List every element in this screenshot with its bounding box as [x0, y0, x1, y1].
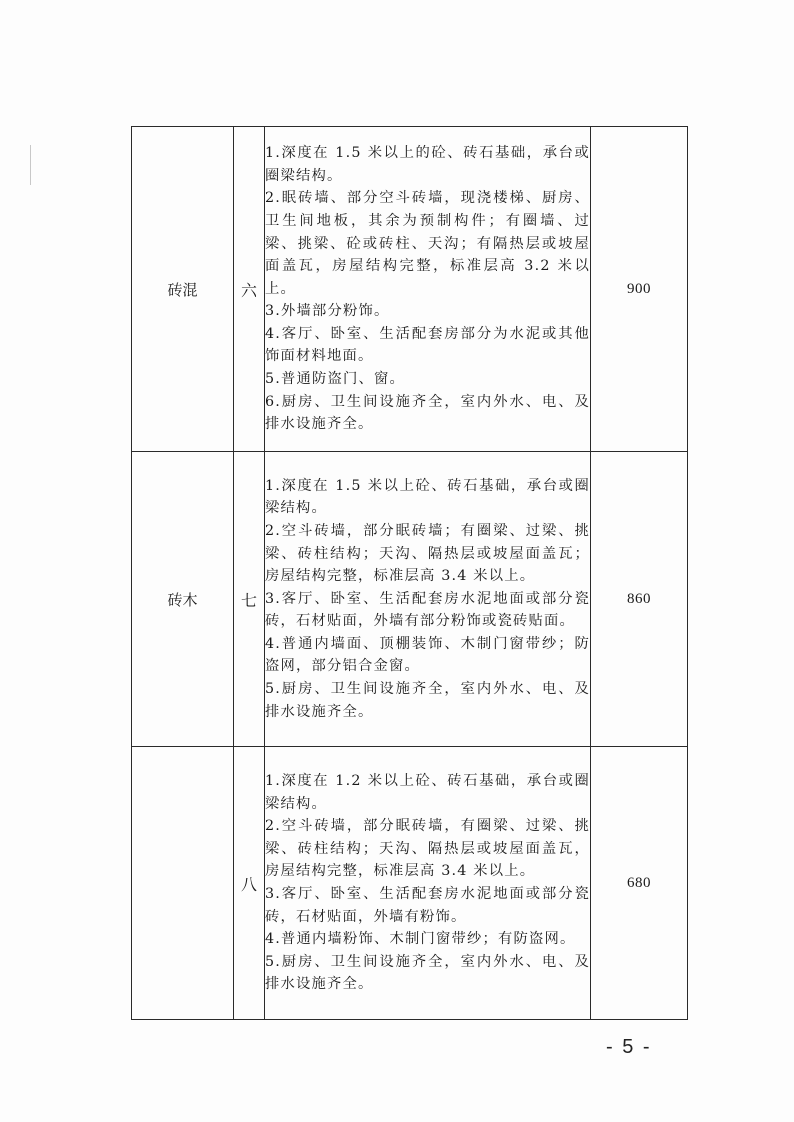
list-item: 1.深度在 1.5 米以上砼、砖石基础，承台或圈梁结构。: [265, 477, 590, 517]
list-item: 2.空斗砖墙，部分眠砖墙，有圈梁、过梁、挑梁、砖柱结构；天沟、隔热层或坡屋面盖瓦，房屋结构完整，标准层高 3.4 米以上。: [265, 818, 590, 880]
list-item: 6.厨房、卫生间设施齐全，室内外水、电、及排水设施齐全。: [265, 393, 590, 433]
page-number: - 5 -: [606, 1036, 652, 1058]
list-item: 4.客厅、卧室、生活配套房部分为水泥或其他饰面材料地面。: [265, 325, 590, 365]
scan-artifact: [30, 145, 31, 185]
table-row: [132, 452, 688, 747]
list-item: 5.厨房、卫生间设施齐全，室内外水、电、及排水设施齐全。: [265, 681, 590, 720]
list-item: 5.厨房、卫生间设施齐全，室内外水、电、及排水设施齐全。: [265, 953, 590, 993]
price-cell: 860: [591, 452, 688, 747]
housing-standard-table: [131, 126, 688, 1020]
structure-type-cell: 砖混: [132, 127, 234, 452]
table-row: [132, 127, 688, 452]
list-item: 4.普通内墙粉饰、木制门窗带纱；有防盗网。: [265, 931, 576, 948]
description-cell: [265, 127, 591, 452]
list-item: 4.普通内墙面、顶棚装饰、木制门窗带纱；防盗网，部分铝合金窗。: [265, 635, 590, 675]
grade-cell: 六: [234, 127, 265, 452]
table-row: [132, 747, 688, 1020]
list-item: 3.外墙部分粉饰。: [265, 303, 390, 320]
grade-cell: 八: [234, 747, 265, 1020]
description-cell: [265, 747, 591, 1020]
list-item: 1.深度在 1.5 米以上的砼、砖石基础，承台或圈梁结构。: [265, 145, 590, 184]
structure-type-cell: [132, 747, 234, 1020]
list-item: 2.眠砖墙、部分空斗砖墙，现浇楼梯、厨房、卫生间地板，其余为预制构件；有圈墙、过梁、挑梁、砼或砖柱、天沟；有隔热层或坡屋面盖瓦，房屋结构完整，标准层高 3.2 米以上。: [265, 190, 590, 297]
list-item: 1.深度在 1.2 米以上砼、砖石基础，承台或圈梁结构。: [265, 773, 590, 812]
list-item: 5.普通防盗门、窗。: [265, 371, 406, 388]
description-cell: [265, 452, 591, 747]
price-cell: 900: [591, 127, 688, 452]
grade-cell: 七: [234, 452, 265, 747]
price-cell: 680: [591, 747, 688, 1020]
structure-type-cell: 砖木: [132, 452, 234, 747]
list-item: 3.客厅、卧室、生活配套房水泥地面或部分瓷砖，石材贴面，外墙有粉饰。: [265, 886, 590, 925]
list-item: 3.客厅、卧室、生活配套房水泥地面或部分瓷砖，石材贴面，外墙有部分粉饰或瓷砖贴面。: [265, 590, 590, 630]
list-item: 2.空斗砖墙，部分眠砖墙；有圈梁、过梁、挑梁、砖柱结构；天沟、隔热层或坡屋面盖瓦；房屋结构完整，标准层高 3.4 米以上。: [265, 522, 590, 585]
